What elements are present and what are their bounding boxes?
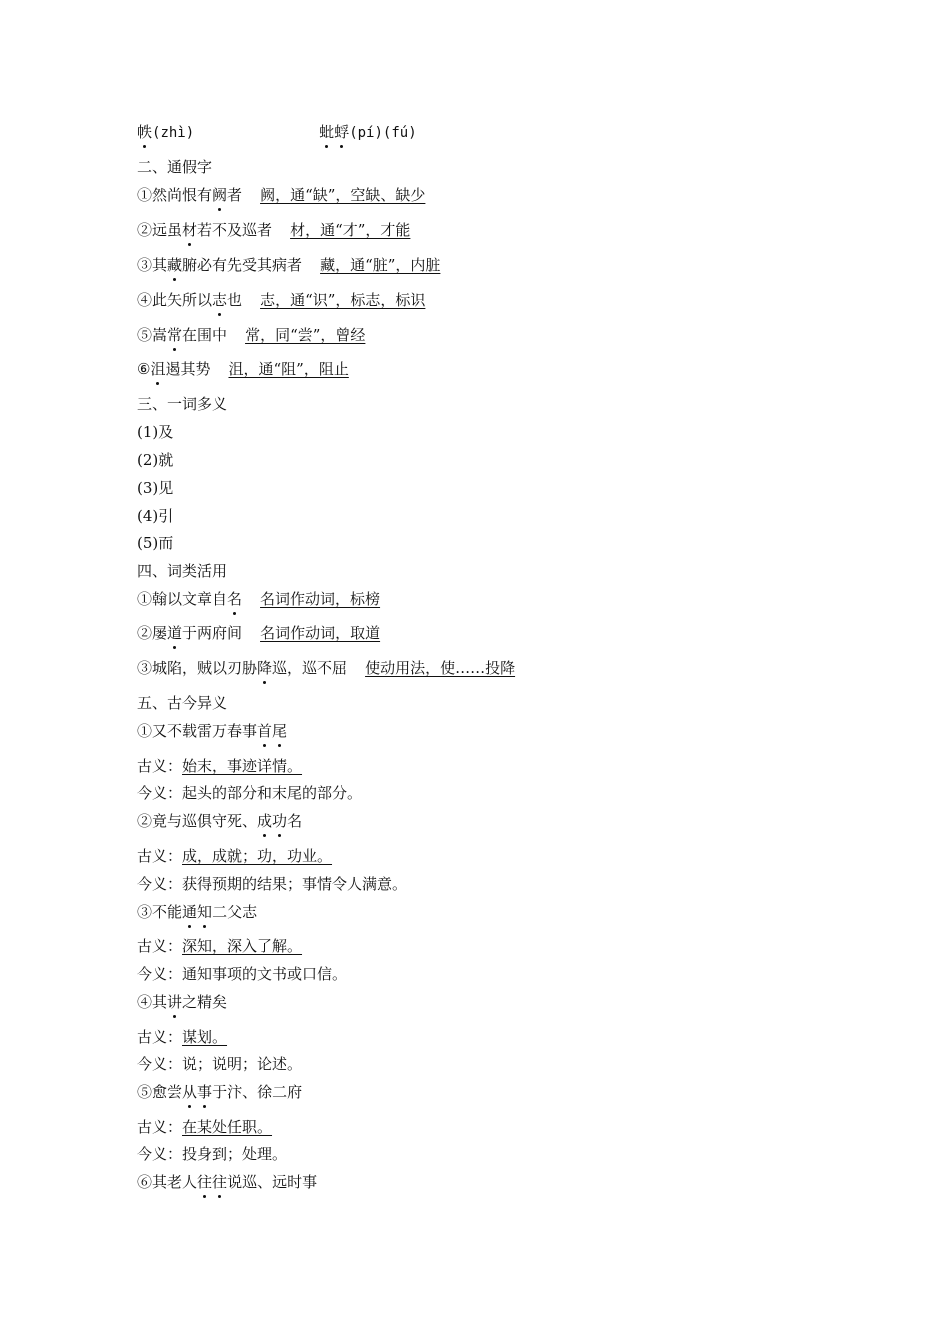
answer: 阙，通“缺”，空缺、缺少 bbox=[260, 186, 426, 204]
answer: 始末，事迹详情。 bbox=[182, 757, 303, 775]
ancient-meaning: 古义：谋划。 bbox=[137, 1028, 228, 1046]
list-item: ①又不载雷万春事首尾 bbox=[137, 722, 288, 740]
answer: 成，成就；功，功业。 bbox=[182, 847, 333, 865]
answer: 使动用法，使……投降 bbox=[365, 659, 516, 677]
marked-char: 帙 bbox=[137, 123, 153, 141]
list-item: ⑤愈尝从事于汴、徐二府 bbox=[137, 1083, 303, 1101]
section-title: 二、通假字 bbox=[137, 158, 213, 176]
list-item: (5)而 bbox=[137, 534, 174, 552]
list-item: ⑤嵩常在围中 常，同“尝”，曾经 bbox=[137, 326, 366, 344]
ancient-meaning: 古义：在某处任职。 bbox=[137, 1118, 273, 1136]
modern-meaning: 今义：通知事项的文书或口信。 bbox=[137, 965, 348, 983]
answer: 谋划。 bbox=[182, 1028, 228, 1046]
marked-char: 常 bbox=[167, 326, 183, 344]
marked-char: 从 bbox=[182, 1083, 198, 1101]
marked-char: 首 bbox=[257, 722, 273, 740]
marked-char: 事 bbox=[197, 1083, 213, 1101]
marked-char: 蜉 bbox=[334, 123, 350, 141]
list-item: ②屡道于两府间 名词作动词，取道 bbox=[137, 624, 381, 642]
marked-char: 降 bbox=[257, 659, 273, 677]
marked-char: 尾 bbox=[272, 722, 288, 740]
answer: 藏，通“脏”，内脏 bbox=[320, 256, 441, 274]
answer: 深知，深入了解。 bbox=[182, 937, 303, 955]
list-item: (4)引 bbox=[137, 507, 174, 525]
section-title: 三、一词多义 bbox=[137, 395, 228, 413]
ancient-meaning: 古义：深知，深入了解。 bbox=[137, 937, 303, 955]
marked-char: 往 bbox=[197, 1173, 213, 1191]
answer: 材，通“才”，才能 bbox=[290, 221, 411, 239]
ancient-meaning: 古义：成，成就；功，功业。 bbox=[137, 847, 333, 865]
marked-char: 志 bbox=[212, 291, 228, 309]
marked-char: 材 bbox=[182, 221, 198, 239]
list-item: ④此矢所以志也 志，通“识”，标志，标识 bbox=[137, 291, 426, 309]
marked-char: 成 bbox=[257, 812, 273, 830]
section-title: 四、词类活用 bbox=[137, 562, 228, 580]
marked-char: 名 bbox=[227, 590, 243, 608]
list-item: ③城陷，贼以刃胁降巡，巡不屈 使动用法，使……投降 bbox=[137, 659, 516, 677]
marked-char: 蚍 bbox=[319, 123, 335, 141]
marked-char: 阙 bbox=[212, 186, 228, 204]
list-item: (3)见 bbox=[137, 479, 174, 497]
list-item: ①然尚恨有阙者 阙，通“缺”，空缺、缺少 bbox=[137, 186, 426, 204]
marked-char: 讲 bbox=[167, 993, 183, 1011]
pinyin: (zhì) bbox=[152, 125, 195, 141]
pinyin: (pí)(fú) bbox=[349, 125, 417, 141]
section-title: 五、古今异义 bbox=[137, 694, 228, 712]
answer: 常，同“尝”，曾经 bbox=[245, 326, 366, 344]
modern-meaning: 今义：说；说明；论述。 bbox=[137, 1055, 303, 1073]
pronunciation-line bbox=[137, 121, 417, 143]
list-item: ⑥其老人往往说巡、远时事 bbox=[137, 1173, 318, 1191]
answer: 志，通“识”，标志，标识 bbox=[260, 291, 426, 309]
list-item: ⑥沮遏其势 沮，通“阻”，阻止 bbox=[137, 360, 349, 378]
list-item: ①翰以文章自名 名词作动词，标榜 bbox=[137, 590, 381, 608]
answer: 在某处任职。 bbox=[182, 1118, 273, 1136]
answer: 沮，通“阻”，阻止 bbox=[228, 360, 349, 378]
list-item: ③其藏腑必有先受其病者 藏，通“脏”，内脏 bbox=[137, 256, 441, 274]
list-item: (1)及 bbox=[137, 423, 174, 441]
list-item: ②竟与巡俱守死、成功名 bbox=[137, 812, 303, 830]
marked-char: 功 bbox=[272, 812, 288, 830]
ancient-meaning: 古义：始末，事迹详情。 bbox=[137, 757, 303, 775]
answer: 名词作动词，取道 bbox=[260, 624, 381, 642]
marked-char: 藏 bbox=[167, 256, 183, 274]
marked-char: 往 bbox=[212, 1173, 228, 1191]
marked-char: 通 bbox=[182, 903, 198, 921]
modern-meaning: 今义：获得预期的结果；事情令人满意。 bbox=[137, 875, 408, 893]
list-item: ②远虽材若不及巡者 材，通“才”，才能 bbox=[137, 221, 411, 239]
list-item: (2)就 bbox=[137, 451, 174, 469]
marked-char: 沮 bbox=[150, 360, 166, 378]
modern-meaning: 今义：投身到；处理。 bbox=[137, 1145, 288, 1163]
list-item: ③不能通知二父志 bbox=[137, 903, 258, 921]
answer: 名词作动词，标榜 bbox=[260, 590, 381, 608]
list-item: ④其讲之精矣 bbox=[137, 993, 228, 1011]
modern-meaning: 今义：起头的部分和末尾的部分。 bbox=[137, 784, 363, 802]
marked-char: 知 bbox=[197, 903, 213, 921]
marked-char: 道 bbox=[167, 624, 183, 642]
